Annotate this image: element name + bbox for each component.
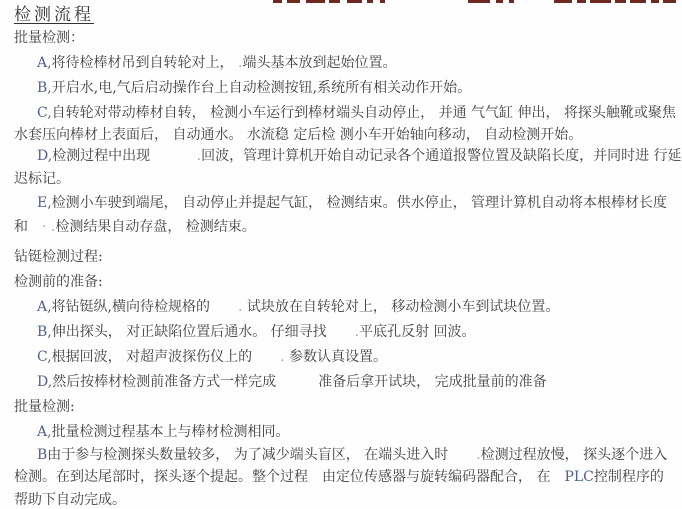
doc-line-step-e-cont	[14, 219, 256, 236]
doc-line-step-c	[37, 105, 676, 122]
text-segment: A,	[37, 424, 52, 440]
text-segment	[327, 324, 355, 340]
cutoff-fragment	[380, 0, 385, 3]
text-segment: 准备后拿开试块， 完成批量前的准备	[318, 374, 547, 390]
text-segment: · .	[42, 219, 56, 235]
text-segment	[150, 148, 196, 164]
section-heading-drill-collar	[14, 249, 103, 266]
text-segment: 批量检测：	[14, 30, 84, 46]
text-segment: .	[233, 55, 243, 71]
text-segment: 伸出探头， 对正缺陷位置后通水。 仔细寻找	[51, 324, 327, 340]
text-segment: 根据回波， 对超声波探伤仪上的	[51, 349, 253, 365]
text-segment: 然后按棒材检测前准备方式一样完成	[52, 374, 277, 390]
text-segment	[276, 374, 318, 390]
cutoff-fragment	[273, 0, 282, 3]
text-segment: C,	[37, 105, 52, 121]
text-segment: 端头基本放到起始位置。	[242, 55, 397, 71]
cutoff-fragment	[306, 0, 325, 3]
cutoff-fragment	[496, 0, 503, 3]
doc-line-step-b	[37, 80, 471, 97]
text-segment: 钻铤检测过程:	[14, 249, 103, 265]
doc-line-batch-b	[37, 447, 667, 464]
cutoff-fragment	[577, 0, 586, 3]
text-segment: 参数认真设置。	[289, 349, 388, 365]
text-segment: 检测结果自动存盘， 检测结束。	[55, 219, 256, 235]
cutoff-fragment	[663, 0, 676, 3]
text-segment: 由于参与检测探头数量较多， 为了减少端头盲区， 在端头进入时	[47, 447, 449, 463]
cutoff-text-fragments	[0, 0, 682, 4]
cutoff-fragment	[590, 0, 611, 3]
text-segment: 检测小车驶到端尾， 自动停止并提起气缸， 检测结束。供水停止， 管理计算机自动将本根棒材长度	[51, 195, 668, 211]
cutoff-fragment	[554, 0, 572, 3]
text-segment: B,	[37, 324, 52, 340]
text-segment: 平底孔反射 回波。	[359, 324, 476, 340]
cutoff-fragment	[651, 0, 659, 3]
text-segment: 水套压向棒材上表面后， 自动通水。 水流稳 定后检 测小车开始轴向移动， 自动检测开始。	[14, 127, 583, 143]
doc-line-step-c-cont	[14, 127, 582, 144]
text-segment: .	[354, 324, 360, 340]
cutoff-fragment	[287, 0, 300, 3]
text-segment: 将待检棒材吊到自转轮对上，	[51, 55, 234, 71]
cutoff-fragment	[615, 0, 626, 3]
cutoff-fragment	[630, 0, 646, 3]
cutoff-fragment	[468, 0, 490, 3]
text-segment: B	[37, 447, 48, 463]
text-segment: .	[476, 447, 481, 463]
doc-line-batch-b-cont	[14, 469, 664, 486]
text-segment	[210, 299, 238, 315]
text-segment: D,	[37, 148, 53, 164]
text-segment: E,	[37, 195, 52, 211]
text-segment: 批量检测过程基本上与棒材检测相同。	[51, 424, 290, 440]
text-segment: D,	[37, 374, 53, 390]
text-segment	[308, 469, 322, 485]
doc-line-step-d	[37, 148, 682, 165]
text-segment	[550, 469, 564, 485]
section-heading-batch-detect	[14, 30, 84, 47]
section-heading-batch-detect-2	[14, 399, 75, 416]
text-segment: .	[196, 148, 202, 164]
text-segment: PLC	[564, 469, 594, 485]
doc-line-batch-b-cont-2	[14, 492, 126, 509]
text-segment: A,	[37, 55, 52, 71]
cutoff-fragment	[347, 0, 362, 3]
text-segment: 批量检测:	[14, 399, 75, 415]
doc-line-step-a	[37, 55, 396, 72]
text-segment: 迟标记。	[14, 171, 70, 187]
text-segment	[448, 447, 476, 463]
text-segment: .	[238, 299, 247, 315]
doc-line-prep-c	[37, 349, 387, 366]
doc-line-prep-b	[37, 324, 476, 341]
doc-line-step-e	[37, 195, 667, 212]
text-segment: 检测过程中出现	[52, 148, 151, 164]
doc-line-prep-d	[37, 374, 547, 391]
text-segment: .	[280, 349, 290, 365]
doc-line-prep-a	[37, 299, 559, 316]
text-segment: 和	[14, 219, 42, 235]
doc-line-batch-a	[37, 424, 290, 441]
text-segment: 自转轮对带动棒材自转， 检测小车运行到棒材端头自动停止， 并通 气气缸 伸出， 将探头触靴或聚焦	[51, 105, 676, 121]
text-segment: 将钻铤纵,横向待检规格的	[51, 299, 211, 315]
text-segment: 检测。在到达尾部时，探头逐个提起。整个过程	[14, 469, 308, 485]
text-segment: 帮助下自动完成。	[14, 492, 126, 508]
text-segment: 开启水,电,气后启动操作台上自动检测按钮,系统所有相关动作开始。	[51, 80, 472, 96]
cutoff-fragment	[329, 0, 340, 3]
text-segment: B,	[37, 80, 52, 96]
text-segment: 回波，管理计算机开始自动记录各个通道报警位置及缺陷长度，并同时进 行延	[201, 148, 682, 164]
section-heading-preparation	[14, 274, 103, 291]
document-title: 检测流程	[14, 5, 94, 25]
text-segment: 检测过程放慢， 探头逐个进入	[480, 447, 668, 463]
cutoff-fragment	[509, 0, 514, 3]
text-segment: 控制程序的	[593, 469, 664, 485]
text-segment: 试块放在自转轮对上， 移动检测小车到试块位置。	[246, 299, 560, 315]
text-segment: A,	[37, 299, 52, 315]
text-segment: 检测前的准备:	[14, 274, 103, 290]
text-segment: C,	[37, 349, 52, 365]
text-segment	[252, 349, 280, 365]
cutoff-fragment	[367, 0, 373, 3]
doc-line-step-d-cont	[14, 171, 70, 188]
text-segment: 由定位传感器与旋转编码器配合， 在	[322, 469, 551, 485]
